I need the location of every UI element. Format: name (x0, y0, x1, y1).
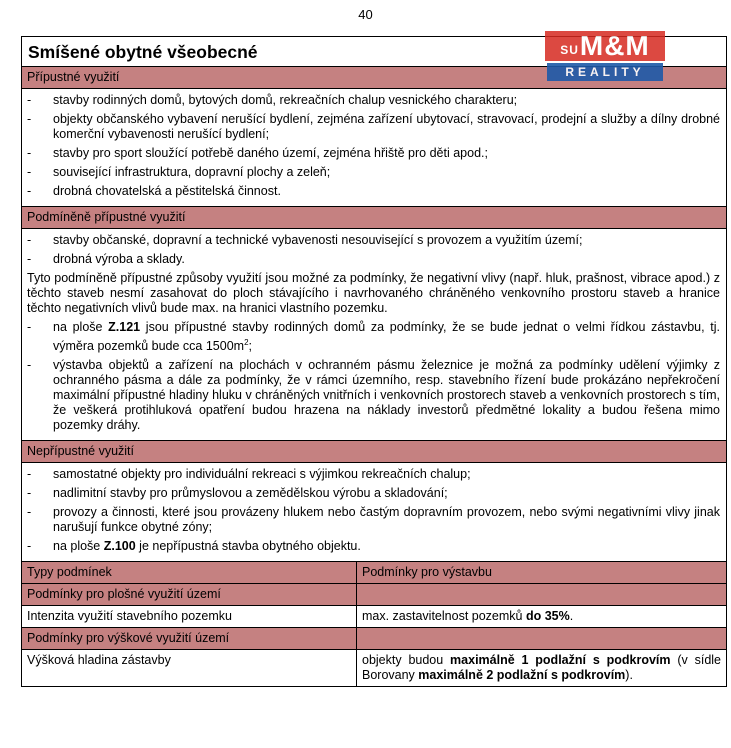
list-item-railway: - výstavba objektů a zařízení na plochách v ochranném pásmu železnice je možná za podmínky udělení výjimky z ochranného pásma a dále za podmínky, že v rámci územního, resp. stavebního řízení bude prokázáno nepřekročení maximální přípustné hladiny hluku v chráněných vnitřních i venkovních prostorech staveb a venkovních prostorech s tím, že veškerá protihluková opatření budou hrazena na náklady investorů předmětné lokality a budou řešena mimo pozemky dráhy. (27, 358, 720, 433)
list-item: - stavby pro sport sloužící potřebě daného území, zejména hřiště pro děti apod.; (27, 146, 488, 160)
list-item: - provozy a činnosti, které jsou provázeny hlukem nebo častým dopravním provozem, nebo svými negativními vlivy jinak narušují funkce obytné zóny; (27, 505, 720, 535)
table-row-vyskova (22, 650, 726, 687)
list-item: - objekty občanského vybavení nerušící bydlení, zejména zařízení ubytovací, stravovací, prodejní a služby a dílny drobné komerční vybavenosti nerušící bydlení; (27, 112, 720, 141)
table-cell: Podmínky pro plošné využití území (22, 584, 357, 605)
logo-mm: $^{SU}$M&M (545, 31, 665, 61)
list-item: - drobná chovatelská a pěstitelská činnost. (27, 184, 281, 198)
page-number: 40 (358, 7, 373, 22)
table-cell: max. zastavitelnost pozemků do 35%. (362, 609, 574, 624)
section-heading-nepripustne: Nepřípustné využití (22, 441, 726, 463)
section-heading-podminene: Podmíněně přípustné využití (22, 207, 726, 229)
table-row-intenzita (22, 606, 726, 628)
table-header-types: Typy podmínek (22, 562, 357, 583)
logo-reality: REALITY (547, 63, 663, 81)
section-body-pripustne (22, 89, 726, 207)
table-row-plosne-heading (22, 584, 726, 606)
list-item: - samostatné objekty pro individuální rekreaci s výjimkou rekreačních chalup; (27, 467, 471, 482)
conditions-paragraph: Tyto podmíněně přípustné způsoby využití jsou možné za podmínky, že negativní vlivy (např. hluk, prašnost, vibrace apod.) z těchto staveb nesmí zasahovat do ploch stávajícího i navrhovaného chráněného venkovního prostoru staveb a hranice těchto negativních vlivů bude max. na hranici vlastního pozemku. (27, 271, 720, 315)
section-heading-pripustne: Přípustné využití (22, 67, 726, 89)
table-cell (357, 628, 726, 649)
table-cell: Intenzita využití stavebního pozemku (22, 606, 357, 627)
table-header-row (22, 562, 726, 584)
section-body-nepripustne (22, 463, 726, 562)
list-item: - stavby občanské, dopravní a technické vybavenosti nesouvisející s provozem a využitím území; (27, 233, 583, 247)
table-cell: objekty budou maximálně 1 podlažní s podkrovím (v sídle Borovany maximálně 2 podlažní s podkrovím). (362, 653, 722, 683)
table-cell: Výšková hladina zástavby (22, 650, 357, 686)
page-title: Smíšené obytné všeobecné (28, 42, 258, 62)
list-item-z100: - na ploše Z.100 je nepřípustná stavba obytného objektu. (27, 539, 361, 554)
list-item-z121: - na ploše Z.121 jsou přípustné stavby rodinných domů za podmínky, že se bude jednat o velmi řídkou zástavbu, tj. výměra pozemků bude cca $1500m^2$; (27, 320, 720, 354)
list-item: - nadlimitní stavby pro průmyslovou a zemědělskou výrobu a skladování; (27, 486, 448, 501)
mm-reality-logo (545, 31, 667, 83)
regulation-table (21, 30, 727, 687)
table-cell (357, 584, 726, 605)
table-cell: Podmínky pro výškové využití území (22, 628, 357, 649)
section-body-podminene (22, 229, 726, 441)
table-header-conditions: Podmínky pro výstavbu (362, 565, 492, 580)
list-item: - stavby rodinných domů, bytových domů, rekreačních chalup vesnického charakteru; (27, 93, 518, 107)
table-row-vyskove-heading (22, 628, 726, 650)
list-item: - drobná výroba a sklady. (27, 252, 185, 266)
list-item: - související infrastruktura, dopravní plochy a zeleň; (27, 165, 331, 179)
